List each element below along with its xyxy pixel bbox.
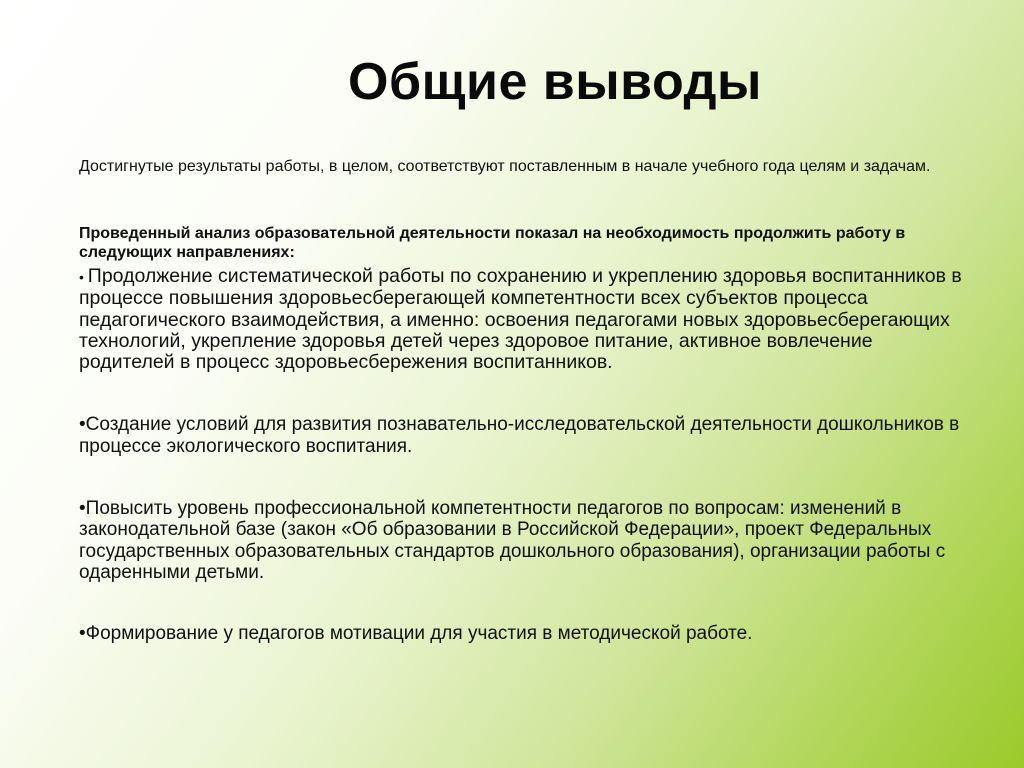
direction-item-motivation [79, 623, 969, 644]
directions-heading: Проведенный анализ образовательной деятельности показал на необходимость продолжить работу в следующих направлениях: [79, 225, 906, 261]
directions-list [79, 266, 969, 645]
direction-text: Продолжение систематической работы по сохранению и укреплению здоровья воспитанников в процессе повышения здоровьесберегающей компетентности всех субъектов процесса педагогического взаимодействия, а именно: освоения педагогами новых здоровьесберегающих технологий, укрепление здоровья детей через здоровое питание, активное вовлечение родителей в процесс здоровьесбережения воспитанников. [79, 265, 962, 374]
bullet-icon: • [79, 623, 86, 645]
direction-text: Повысить уровень профессиональной компетентности педагогов по вопросам: изменений в законодательной базе (закон «Об образовании в Российской Федерации», проект Федеральных государственных образовательных стандартов дошкольного образования), организации работы с одаренными детьми. [79, 498, 946, 583]
bullet-icon: • [79, 498, 86, 520]
bullet-icon: • [79, 414, 86, 436]
intro-text: Достигнутые результаты работы, в целом, соответствуют поставленным в начале учебного года целям и задачам. [79, 158, 931, 175]
direction-item-health [79, 266, 969, 373]
direction-text: Создание условий для развития познавательно-исследовательской деятельности дошкольников в процессе экологического воспитания. [79, 414, 960, 457]
direction-item-research [79, 414, 969, 457]
direction-item-competence [79, 498, 969, 583]
bullet-icon: • [79, 269, 88, 285]
slide-title: Общие выводы [348, 53, 762, 111]
direction-text: Формирование у педагогов мотивации для участия в методической работе. [85, 623, 753, 645]
